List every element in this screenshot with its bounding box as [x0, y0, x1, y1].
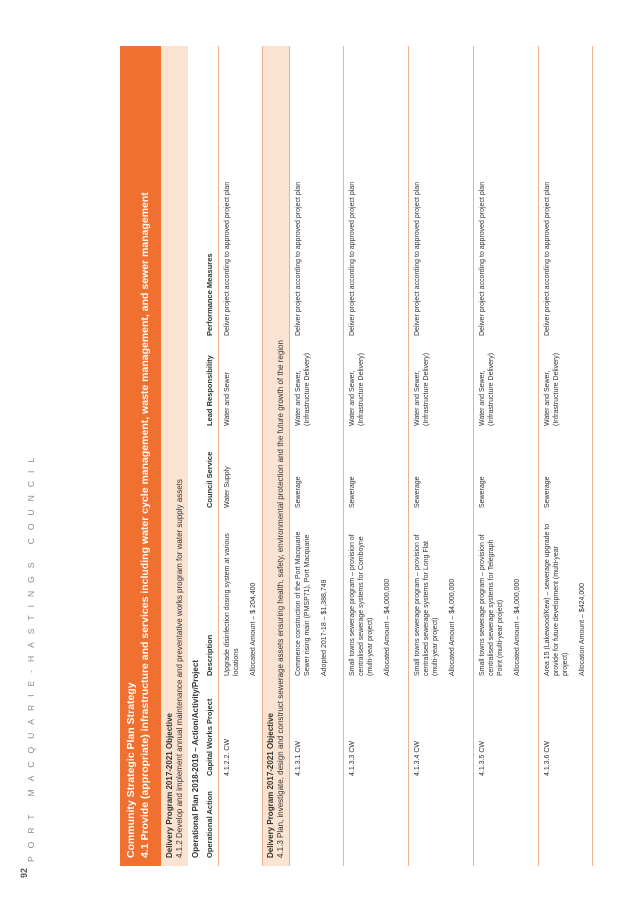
table-header-row — [202, 46, 219, 866]
cell-measures: Deliver project according to approved project plan — [219, 46, 263, 344]
cell-action — [290, 784, 344, 866]
table-row — [539, 46, 593, 866]
cell-action — [539, 784, 593, 866]
cell-lead: Water and Sewer, (Infrastructure Delivery) — [539, 344, 593, 434]
table-row — [344, 46, 409, 866]
cell-description — [219, 516, 263, 684]
description-amount: Allocated Amount – $4,000,000 — [384, 578, 391, 676]
header-council-service: Council Service — [202, 434, 219, 516]
description-amount: Allocated Amount – $ 204,400 — [250, 582, 257, 676]
cell-project: 4.1.3.5 CW — [474, 684, 539, 784]
rotated-page — [120, 46, 613, 866]
description-amount: Adopted 2017-18 – $1,388,749 — [321, 579, 328, 676]
cell-lead: Water and Sewer, (Infrastructure Delivery) — [290, 344, 344, 434]
header-description: Description — [202, 516, 219, 684]
description-text: Small towns sewerage program – provision of centralised sewerage systems for Comboyne (multi-year project) — [349, 534, 374, 676]
cell-project: 4.1.3.3 CW — [344, 684, 409, 784]
description-amount: Allocated Amount – $4,000,000 — [449, 578, 456, 676]
cell-measures: Deliver project according to approved project plan — [539, 46, 593, 344]
cell-service: Sewerage — [409, 434, 474, 516]
cell-service: Sewerage — [290, 434, 344, 516]
cell-action — [344, 784, 409, 866]
cell-measures: Deliver project according to approved project plan — [344, 46, 409, 344]
cell-project: 4.1.2.2. CW — [219, 684, 263, 784]
cell-measures: Deliver project according to approved project plan — [290, 46, 344, 344]
strategy-band — [120, 46, 161, 866]
objective-2-heading: Delivery Program 2017-2021 Objective — [266, 713, 275, 858]
objective-1-text: 4.1.2 Develop and implement annual maintenance and preventative works program for water supply assets — [175, 479, 184, 858]
cell-description — [409, 516, 474, 684]
cell-lead: Water and Sewer, (Infrastructure Delivery) — [409, 344, 474, 434]
cell-service: Sewerage — [344, 434, 409, 516]
cell-lead: Water and Sewer, (Infrastructure Delivery) — [474, 344, 539, 434]
cell-project: 4.1.3.6 CW — [539, 684, 593, 784]
cell-measures: Deliver project according to approved project plan — [409, 46, 474, 344]
table-row — [290, 46, 344, 866]
header-operational-action: Operational Action — [202, 784, 219, 866]
strategy-title: 4.1 Provide (appropriate) infrastructure and services including water cycle management, waste management, and sewer management — [139, 192, 151, 858]
footer-council-name: PORT MACQUARIE-HASTINGS COUNCIL — [26, 449, 36, 862]
description-text: Area 15 (Lakewood/Kew) – sewerage upgrade to provide for future development (multi-year project) — [544, 523, 569, 676]
cell-project: 4.1.3.4 CW — [409, 684, 474, 784]
cell-lead: Water and Sewer, (Infrastructure Delivery) — [344, 344, 409, 434]
header-lead-responsibility: Lead Responsibility — [202, 344, 219, 434]
cell-action — [474, 784, 539, 866]
cell-project: 4.1.3.1 CW — [290, 684, 344, 784]
description-amount: Allocated Amount – $4,000,000 — [514, 578, 521, 676]
cell-action — [219, 784, 263, 866]
cell-description — [539, 516, 593, 684]
cell-lead: Water and Sewer — [219, 344, 263, 434]
cell-service: Water Supply — [219, 434, 263, 516]
header-performance-measures: Performance Measures — [202, 46, 219, 344]
description-text: Commence construction of the Port Macquarie Sewer rising main (PMSP71), Port Macquarie — [295, 531, 311, 676]
table-row — [219, 46, 263, 866]
objective-band-1 — [161, 46, 188, 866]
objective-1-heading: Delivery Program 2017-2021 Objective — [165, 713, 174, 858]
description-amount: Allocation Amount – $424,000 — [579, 582, 586, 676]
operational-plan-heading: Operational Plan 2018-2019 – Action/Activity/Project — [191, 660, 200, 858]
cell-measures: Deliver project according to approved project plan — [474, 46, 539, 344]
cell-service: Sewerage — [474, 434, 539, 516]
description-text: Upgrade disinfection dosing system at various locations — [224, 533, 240, 676]
description-text: Small towns sewerage program – provision of centralised sewerage systems for Telegraph Point (multi-year project) — [479, 534, 504, 676]
strategy-heading: Community Strategic Plan Strategy — [125, 682, 137, 858]
cell-description — [290, 516, 344, 684]
page-number: 92 — [19, 868, 29, 879]
actions-table — [202, 46, 593, 866]
cell-service: Sewerage — [539, 434, 593, 516]
objective-2-cell — [263, 46, 290, 866]
cell-description — [474, 516, 539, 684]
header-capital-works-project: Capital Works Project — [202, 684, 219, 784]
table-row — [474, 46, 539, 866]
table-row — [409, 46, 474, 866]
objective-2-text: 4.1.3 Plan, investigate, design and construct sewerage assets ensuring health, safety, environmental protection and the future growth of the region — [276, 340, 285, 858]
description-text: Small towns sewerage program – provision of centralised sewerage systems for Long Flat (multi-year project) — [414, 534, 439, 676]
objective-row-2 — [263, 46, 290, 866]
cell-description — [344, 516, 409, 684]
cell-action — [409, 784, 474, 866]
